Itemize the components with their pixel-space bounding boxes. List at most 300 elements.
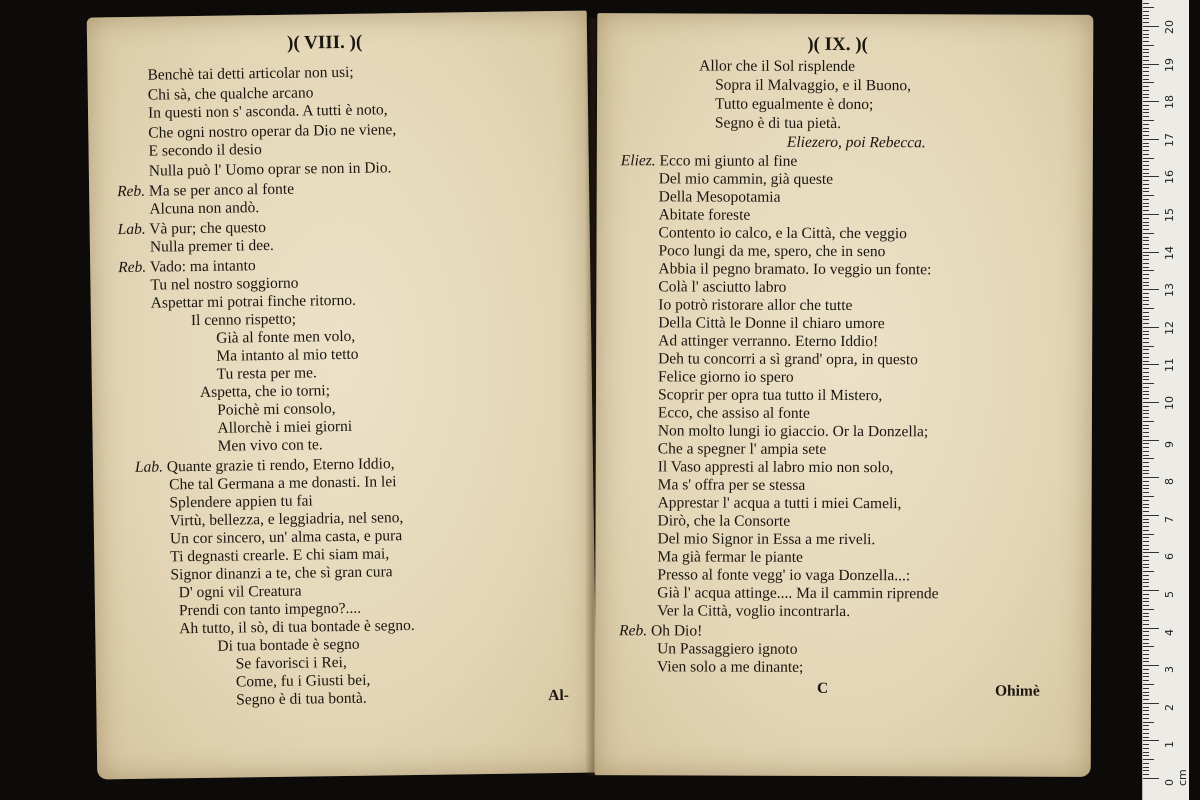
signature-mark: C bbox=[816, 679, 829, 697]
ruler-number: 19 bbox=[1163, 57, 1176, 72]
ruler-number: 15 bbox=[1163, 208, 1176, 222]
ruler-tick bbox=[1143, 300, 1149, 301]
ruler-tick bbox=[1143, 710, 1149, 711]
ruler-number: 0 cm bbox=[1163, 769, 1189, 786]
ruler-tick bbox=[1143, 7, 1154, 8]
ruler-tick bbox=[1143, 34, 1149, 35]
ruler-number: 4 bbox=[1163, 628, 1176, 636]
text-line: Chi sà, che qualche arcano bbox=[147, 84, 314, 104]
text-line: Ah tutto, il sò, di tua bontade è segno. bbox=[179, 617, 415, 638]
text-line: Men vivo con te. bbox=[217, 436, 323, 455]
text-line: Non molto lungi io giaccio. Or la Donzella; bbox=[657, 422, 929, 441]
ruler-tick bbox=[1143, 594, 1149, 595]
text-line: Ad attinger verranno. Eterno Iddio! bbox=[658, 332, 879, 351]
ruler-tick bbox=[1143, 763, 1149, 764]
ruler-tick bbox=[1143, 770, 1149, 771]
ruler-tick bbox=[1143, 620, 1149, 621]
ruler-number: 12 bbox=[1163, 320, 1176, 335]
ruler-tick bbox=[1143, 575, 1149, 576]
ruler-tick bbox=[1143, 447, 1149, 448]
text-line: Ecco, che assiso al fonte bbox=[657, 404, 810, 422]
text-line: Allor che il Sol risplende bbox=[699, 57, 856, 76]
ruler-tick bbox=[1143, 218, 1149, 219]
text-line: Tu nel nostro soggiorno bbox=[150, 274, 299, 294]
ruler-tick bbox=[1143, 176, 1159, 177]
ruler-tick bbox=[1143, 214, 1159, 215]
text-line: Sopra il Malvaggio, e il Buono, bbox=[715, 76, 912, 95]
ruler-tick bbox=[1143, 270, 1154, 271]
ruler-tick bbox=[1143, 718, 1149, 719]
ruler-tick bbox=[1143, 440, 1159, 441]
text-line: Un cor sincero, un' alma casta, e pura bbox=[169, 527, 403, 548]
ruler-tick bbox=[1143, 744, 1149, 745]
ruler-tick bbox=[1143, 97, 1149, 98]
ruler-number: 18 bbox=[1163, 95, 1176, 110]
ruler-tick bbox=[1143, 308, 1154, 309]
ruler-tick bbox=[1143, 462, 1149, 463]
text-line: Signor dinanzi a te, che sì gran cura bbox=[170, 563, 393, 584]
text-line: Che tal Germana a me donasti. In lei bbox=[169, 473, 397, 494]
ruler-tick bbox=[1143, 413, 1149, 414]
text-line: Reb. Oh Dio! bbox=[619, 622, 703, 640]
catchword: Ohimè bbox=[994, 682, 1040, 700]
ruler-tick bbox=[1143, 282, 1149, 283]
ruler-tick bbox=[1143, 552, 1159, 553]
ruler-tick bbox=[1143, 82, 1154, 83]
measurement-ruler bbox=[1142, 0, 1189, 800]
catchword: Al- bbox=[548, 686, 570, 705]
ruler-number: 3 bbox=[1163, 666, 1176, 674]
ruler-tick bbox=[1143, 410, 1149, 411]
text-line: Presso al fonte vegg' io vaga Donzella...: bbox=[657, 566, 911, 585]
text-line: Lab. Và pur; che questo bbox=[117, 219, 267, 239]
ruler-number: 13 bbox=[1163, 283, 1176, 298]
ruler-tick bbox=[1143, 15, 1149, 16]
ruler-tick bbox=[1143, 255, 1149, 256]
ruler-tick bbox=[1143, 37, 1149, 38]
ruler-tick bbox=[1143, 357, 1149, 358]
ruler-tick bbox=[1143, 60, 1149, 61]
text-line: Io potrò ristorare allor che tutte bbox=[658, 296, 853, 315]
ruler-tick bbox=[1143, 150, 1149, 151]
ruler-tick bbox=[1143, 188, 1149, 189]
text-line: Prendi con tanto impegno?.... bbox=[178, 599, 362, 620]
text-line: Nulla premer ti dee. bbox=[149, 236, 274, 256]
ruler-tick bbox=[1143, 259, 1149, 260]
ruler-tick bbox=[1143, 143, 1149, 144]
text-line: Segno è di tua bontà. bbox=[236, 689, 367, 709]
ruler-tick bbox=[1143, 699, 1149, 700]
ruler-number: 16 bbox=[1163, 170, 1176, 185]
ruler-tick bbox=[1143, 722, 1154, 723]
ruler-tick bbox=[1143, 109, 1149, 110]
ruler-tick bbox=[1143, 635, 1149, 636]
ruler-tick bbox=[1143, 496, 1154, 497]
ruler-tick bbox=[1143, 233, 1154, 234]
ruler-tick bbox=[1143, 500, 1149, 501]
ruler-tick bbox=[1143, 455, 1149, 456]
text-line: Il Vaso appresti al labro mio non solo, bbox=[657, 458, 894, 477]
ruler-tick bbox=[1143, 206, 1149, 207]
stage-direction: Eliezero, poi Rebecca. bbox=[786, 133, 926, 152]
ruler-tick bbox=[1143, 522, 1149, 523]
text-line: Scoprir per opra tua tutto il Mistero, bbox=[657, 386, 883, 405]
ruler-tick bbox=[1143, 669, 1149, 670]
ruler-tick bbox=[1143, 237, 1149, 238]
ruler-tick bbox=[1143, 767, 1149, 768]
ruler-tick bbox=[1143, 560, 1149, 561]
right-page bbox=[595, 13, 1094, 777]
ruler-tick bbox=[1143, 191, 1149, 192]
text-line: Contento io calco, e la Città, che veggio bbox=[658, 224, 907, 243]
ruler-tick bbox=[1143, 676, 1149, 677]
ruler-tick bbox=[1143, 64, 1159, 65]
ruler-tick bbox=[1143, 582, 1149, 583]
ruler-number: 14 bbox=[1163, 245, 1176, 260]
ruler-tick bbox=[1143, 436, 1149, 437]
ruler-tick bbox=[1143, 432, 1149, 433]
ruler-tick bbox=[1143, 49, 1149, 50]
ruler-tick bbox=[1143, 688, 1149, 689]
text-line: Ma s' offra per se stessa bbox=[657, 476, 806, 494]
ruler-tick bbox=[1143, 639, 1149, 640]
ruler-number: 17 bbox=[1163, 132, 1176, 147]
text-line: Virtù, bellezza, e leggiadria, nel seno, bbox=[169, 509, 404, 530]
ruler-number: 9 bbox=[1163, 440, 1176, 448]
ruler-tick bbox=[1143, 755, 1149, 756]
ruler-tick bbox=[1143, 158, 1154, 159]
text-line: Un Passaggiero ignoto bbox=[657, 640, 798, 658]
ruler-tick bbox=[1143, 398, 1149, 399]
ruler-tick bbox=[1143, 402, 1159, 403]
text-line: Felice giorno io spero bbox=[658, 368, 794, 386]
ruler-tick bbox=[1143, 605, 1149, 606]
ruler-tick bbox=[1143, 417, 1149, 418]
ruler-tick bbox=[1143, 86, 1149, 87]
ruler-tick bbox=[1143, 316, 1149, 317]
ruler-tick bbox=[1143, 101, 1159, 102]
ruler-tick bbox=[1143, 361, 1149, 362]
ruler-number: 11 bbox=[1163, 358, 1176, 373]
text-line: Ver la Città, voglio incontrarla. bbox=[657, 602, 851, 621]
ruler-tick bbox=[1143, 567, 1149, 568]
ruler-tick bbox=[1143, 507, 1149, 508]
ruler-tick bbox=[1143, 680, 1149, 681]
ruler-tick bbox=[1143, 383, 1154, 384]
text-line: Come, fu i Giusti bei, bbox=[235, 671, 371, 691]
text-line: Già l' acqua attinge.... Ma il cammin riprende bbox=[657, 584, 939, 603]
ruler-tick bbox=[1143, 695, 1149, 696]
ruler-number: 5 bbox=[1163, 591, 1176, 598]
text-line: Lab. Quante grazie ti rendo, Eterno Iddio, bbox=[134, 455, 395, 476]
page-header: )( IX. )( bbox=[807, 33, 868, 56]
text-line: Abbia il pegno bramato. Io veggio un fonte: bbox=[658, 260, 932, 279]
text-line: Ma già fermar le piante bbox=[657, 548, 803, 566]
ruler-tick bbox=[1143, 658, 1149, 659]
ruler-tick bbox=[1143, 3, 1149, 4]
ruler-tick bbox=[1143, 485, 1149, 486]
text-line: Se favorisci i Rei, bbox=[235, 653, 347, 673]
ruler-tick bbox=[1143, 368, 1149, 369]
ruler-tick bbox=[1143, 684, 1154, 685]
speaker-label: Lab. bbox=[134, 458, 164, 476]
speaker-label: Reb. bbox=[619, 622, 648, 640]
ruler-tick bbox=[1143, 263, 1149, 264]
ruler-tick bbox=[1143, 556, 1149, 557]
text-line: Che ogni nostro operar da Dio ne viene, bbox=[148, 121, 397, 142]
ruler-tick bbox=[1143, 443, 1149, 444]
ruler-tick bbox=[1143, 654, 1149, 655]
ruler-tick bbox=[1143, 737, 1149, 738]
ruler-tick bbox=[1143, 131, 1149, 132]
ruler-number: 1 bbox=[1163, 741, 1176, 749]
ruler-tick bbox=[1143, 184, 1149, 185]
text-line: Deh tu concorri a sì grand' opra, in questo bbox=[658, 350, 918, 369]
ruler-tick bbox=[1143, 733, 1149, 734]
text-line: Vien solo a me dinante; bbox=[657, 658, 804, 676]
ruler-tick bbox=[1143, 628, 1159, 629]
ruler-tick bbox=[1143, 650, 1149, 651]
ruler-tick bbox=[1143, 116, 1149, 117]
ruler-tick bbox=[1143, 146, 1149, 147]
ruler-tick bbox=[1143, 406, 1149, 407]
ruler-tick bbox=[1143, 244, 1149, 245]
ruler-tick bbox=[1143, 545, 1149, 546]
ruler-tick bbox=[1143, 22, 1149, 23]
ruler-tick bbox=[1143, 391, 1149, 392]
text-line: Benchè tai detti articolar non usi; bbox=[147, 63, 354, 84]
ruler-tick bbox=[1143, 379, 1149, 380]
ruler-tick bbox=[1143, 470, 1149, 471]
text-line: Alcuna non andò. bbox=[149, 199, 260, 218]
ruler-tick bbox=[1143, 598, 1149, 599]
ruler-tick bbox=[1143, 323, 1149, 324]
ruler-tick bbox=[1143, 481, 1149, 482]
ruler-tick bbox=[1143, 778, 1159, 779]
ruler-number: 7 bbox=[1163, 515, 1176, 523]
text-line: Del mio Signor in Essa a me riveli. bbox=[657, 530, 876, 549]
text-line: Nulla può l' Uomo oprar se non in Dio. bbox=[148, 159, 392, 180]
ruler-tick bbox=[1143, 504, 1149, 505]
ruler-tick bbox=[1143, 631, 1149, 632]
ruler-tick bbox=[1143, 210, 1149, 211]
ruler-tick bbox=[1143, 267, 1149, 268]
text-line: Aspettar mi potrai finche ritorno. bbox=[150, 291, 357, 312]
ruler-tick bbox=[1143, 752, 1149, 753]
text-line: Tutto egualmente è dono; bbox=[714, 95, 874, 114]
text-line: Allorchè i miei giorni bbox=[217, 417, 353, 437]
speaker-label: Reb. bbox=[117, 182, 146, 201]
text-line: Colà l' asciutto labro bbox=[658, 278, 787, 296]
text-line: Poco lungi da me, spero, che in seno bbox=[658, 242, 886, 261]
text-line: In questi non s' asconda. A tutti è noto, bbox=[147, 101, 388, 122]
ruler-tick bbox=[1143, 526, 1149, 527]
ruler-tick bbox=[1143, 297, 1149, 298]
ruler-tick bbox=[1143, 248, 1149, 249]
ruler-tick bbox=[1143, 601, 1149, 602]
ruler-tick bbox=[1143, 376, 1149, 377]
ruler-tick bbox=[1143, 112, 1149, 113]
text-line: Della Città le Donne il chiaro umore bbox=[658, 314, 885, 333]
ruler-tick bbox=[1143, 203, 1149, 204]
ruler-tick bbox=[1143, 477, 1159, 478]
text-line: Poichè mi consolo, bbox=[217, 400, 336, 419]
ruler-tick bbox=[1143, 725, 1149, 726]
ruler-tick bbox=[1143, 519, 1149, 520]
text-line: Il cenno rispetto; bbox=[190, 310, 297, 330]
ruler-tick bbox=[1143, 729, 1149, 730]
text-line: Dirò, che la Consorte bbox=[657, 512, 791, 530]
text-line: Che a spegner l' ampia sete bbox=[657, 440, 827, 458]
text-line: Ma intanto al mio tetto bbox=[216, 345, 359, 365]
ruler-tick bbox=[1143, 740, 1159, 741]
ruler-tick bbox=[1143, 759, 1154, 760]
ruler-tick bbox=[1143, 665, 1159, 666]
text-line: Del mio cammin, già queste bbox=[658, 170, 834, 188]
ruler-tick bbox=[1143, 492, 1149, 493]
ruler-tick bbox=[1143, 372, 1149, 373]
text-line: Segno è di tua pietà. bbox=[714, 114, 842, 132]
ruler-tick bbox=[1143, 274, 1149, 275]
text-line: Reb. Ma se per anco al fonte bbox=[117, 180, 295, 201]
text-line: E secondo il desio bbox=[148, 141, 262, 160]
ruler-tick bbox=[1143, 714, 1149, 715]
ruler-tick bbox=[1143, 458, 1154, 459]
ruler-tick bbox=[1143, 707, 1149, 708]
ruler-tick bbox=[1143, 229, 1149, 230]
ruler-tick bbox=[1143, 624, 1149, 625]
ruler-tick bbox=[1143, 30, 1149, 31]
ruler-tick bbox=[1143, 222, 1149, 223]
text-line: Reb. Vado: ma intanto bbox=[118, 257, 256, 277]
ruler-tick bbox=[1143, 364, 1159, 365]
ruler-tick bbox=[1143, 590, 1159, 591]
ruler-tick bbox=[1143, 703, 1159, 704]
ruler-tick bbox=[1143, 616, 1149, 617]
ruler-tick bbox=[1143, 240, 1149, 241]
ruler-number: 2 bbox=[1163, 703, 1176, 711]
ruler-tick bbox=[1143, 342, 1149, 343]
ruler-tick bbox=[1143, 225, 1149, 226]
ruler-tick bbox=[1143, 586, 1149, 587]
ruler-tick bbox=[1143, 488, 1149, 489]
ruler-tick bbox=[1143, 643, 1149, 644]
text-line: Ti degnasti crearle. E chi siam mai, bbox=[170, 545, 390, 566]
ruler-number: 6 bbox=[1163, 553, 1176, 561]
ruler-tick bbox=[1143, 173, 1149, 174]
text-line: Abitate foreste bbox=[658, 206, 751, 224]
text-line: Tu resta per me. bbox=[216, 364, 317, 383]
ruler-tick bbox=[1143, 451, 1149, 452]
ruler-tick bbox=[1143, 105, 1149, 106]
ruler-tick bbox=[1143, 52, 1149, 53]
ruler-tick bbox=[1143, 304, 1149, 305]
ruler-tick bbox=[1143, 466, 1149, 467]
ruler-tick bbox=[1143, 278, 1149, 279]
ruler-number: 8 bbox=[1163, 478, 1176, 486]
ruler-tick bbox=[1143, 515, 1159, 516]
ruler-tick bbox=[1143, 154, 1149, 155]
text-line: Della Mesopotamia bbox=[658, 188, 781, 206]
ruler-tick bbox=[1143, 425, 1149, 426]
ruler-tick bbox=[1143, 549, 1149, 550]
ruler-tick bbox=[1143, 609, 1154, 610]
ruler-tick bbox=[1143, 387, 1149, 388]
ruler-tick bbox=[1143, 613, 1149, 614]
ruler-tick bbox=[1143, 571, 1154, 572]
ruler-tick bbox=[1143, 45, 1154, 46]
ruler-tick bbox=[1143, 646, 1154, 647]
ruler-tick bbox=[1143, 56, 1149, 57]
speaker-label: Reb. bbox=[118, 258, 147, 277]
ruler-tick bbox=[1143, 421, 1154, 422]
text-line: Aspetta, che io torni; bbox=[199, 382, 331, 401]
ruler-tick bbox=[1143, 75, 1149, 76]
ruler-tick bbox=[1143, 128, 1149, 129]
text-line: Apprestar l' acqua a tutti i miei Cameli, bbox=[657, 494, 902, 513]
ruler-tick bbox=[1143, 338, 1149, 339]
ruler-tick bbox=[1143, 90, 1149, 91]
ruler-tick bbox=[1143, 331, 1149, 332]
ruler-tick bbox=[1143, 120, 1154, 121]
left-page bbox=[87, 11, 598, 780]
ruler-tick bbox=[1143, 199, 1149, 200]
ruler-tick bbox=[1143, 18, 1149, 19]
ruler-tick bbox=[1143, 285, 1149, 286]
ruler-tick bbox=[1143, 161, 1149, 162]
ruler-tick bbox=[1143, 293, 1149, 294]
ruler-tick bbox=[1143, 135, 1149, 136]
ruler-tick bbox=[1143, 748, 1149, 749]
ruler-tick bbox=[1143, 349, 1149, 350]
ruler-tick bbox=[1143, 180, 1149, 181]
ruler-number: 20 bbox=[1163, 20, 1176, 34]
ruler-tick bbox=[1143, 79, 1149, 80]
ruler-tick bbox=[1143, 327, 1159, 328]
ruler-tick bbox=[1143, 289, 1159, 290]
text-line: Di tua bontade è segno bbox=[217, 635, 360, 655]
ruler-tick bbox=[1143, 394, 1149, 395]
ruler-tick bbox=[1143, 661, 1149, 662]
ruler-tick bbox=[1143, 165, 1149, 166]
ruler-tick bbox=[1143, 124, 1149, 125]
ruler-tick bbox=[1143, 774, 1149, 775]
ruler-tick bbox=[1143, 673, 1149, 674]
ruler-tick bbox=[1143, 139, 1159, 140]
ruler-tick bbox=[1143, 26, 1159, 27]
text-line: D' ogni vil Creatura bbox=[178, 582, 302, 602]
page-header: )( VIII. )( bbox=[286, 31, 363, 54]
ruler-tick bbox=[1143, 334, 1149, 335]
speaker-label: Lab. bbox=[117, 220, 146, 239]
ruler-tick bbox=[1143, 41, 1149, 42]
ruler-tick bbox=[1143, 511, 1149, 512]
ruler-tick bbox=[1143, 169, 1149, 170]
ruler-tick bbox=[1143, 530, 1149, 531]
ruler-tick bbox=[1143, 692, 1149, 693]
ruler-tick bbox=[1143, 67, 1149, 68]
ruler-tick bbox=[1143, 71, 1149, 72]
ruler-tick bbox=[1143, 252, 1159, 253]
ruler-tick bbox=[1143, 353, 1149, 354]
ruler-tick bbox=[1143, 541, 1149, 542]
text-line: Già al fonte men volo, bbox=[216, 327, 356, 347]
speaker-label: Eliez. bbox=[620, 152, 656, 170]
text-line: Splendere appien tu fai bbox=[169, 492, 313, 512]
ruler-number: 10 bbox=[1163, 396, 1176, 410]
ruler-tick bbox=[1143, 319, 1149, 320]
ruler-tick bbox=[1143, 11, 1149, 12]
